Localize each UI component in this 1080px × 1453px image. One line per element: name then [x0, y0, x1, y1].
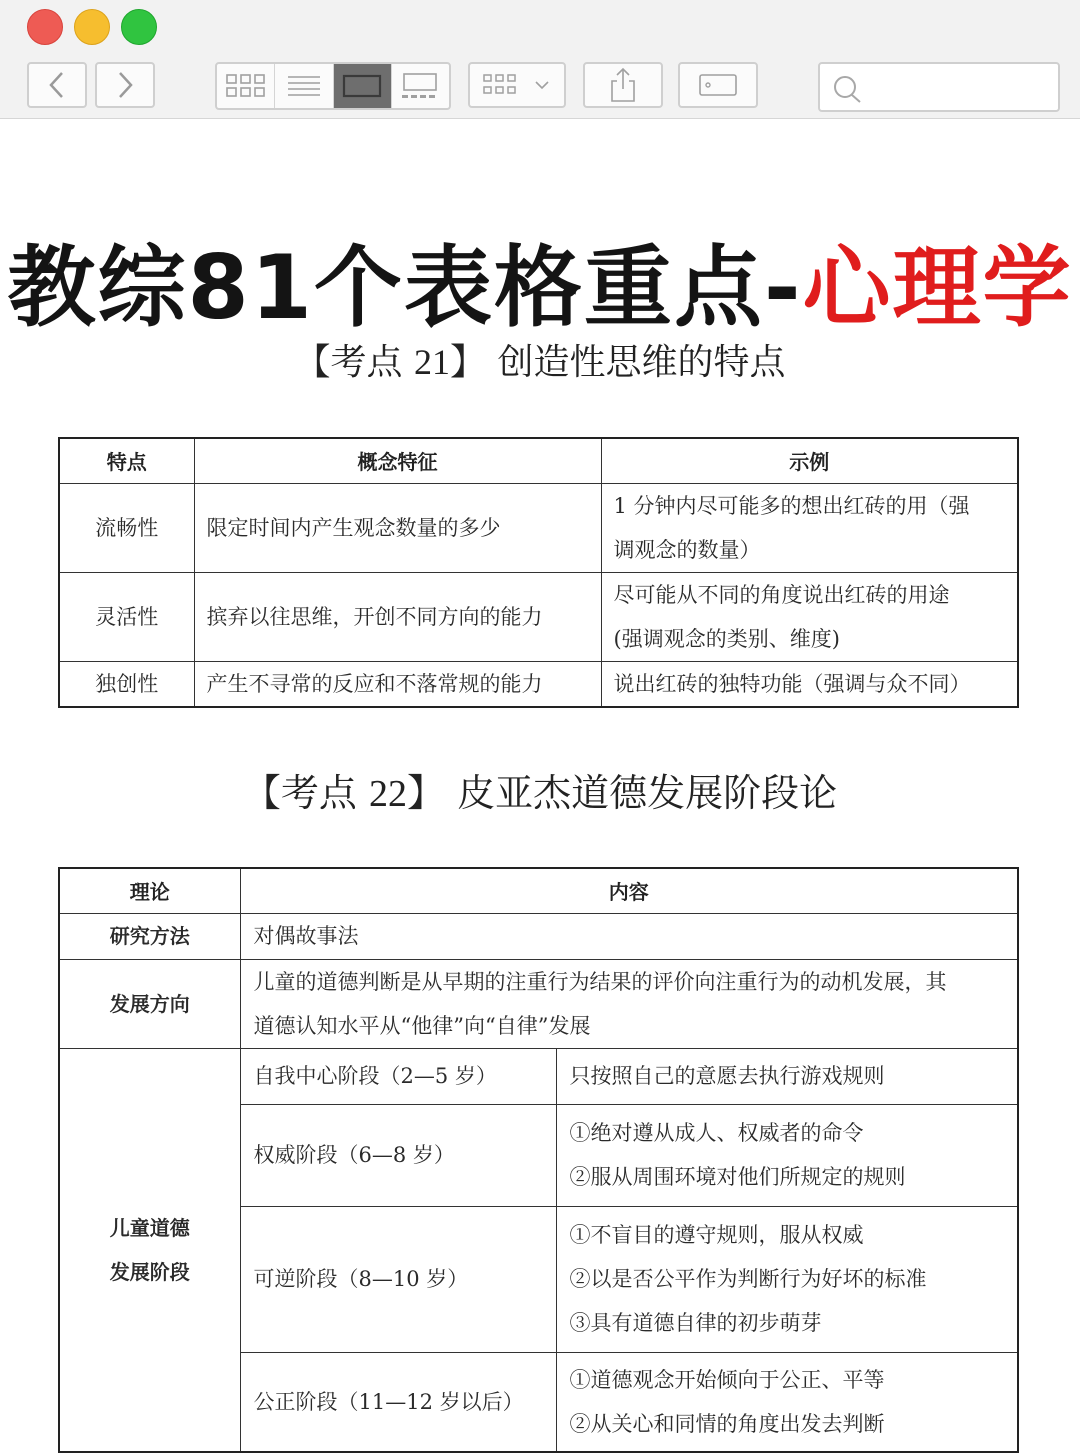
direction-line: 儿童的道德判断是从早期的注重行为结果的评价向注重行为的动机发展，其 [253, 969, 947, 994]
section-22-title [0, 762, 1080, 817]
example-cell [601, 483, 1018, 572]
example-line: (强调观念的类别、维度) [613, 626, 840, 651]
tag-icon [696, 71, 740, 99]
page-title [0, 218, 1080, 344]
concept-cell: 限定时间内产生观念数量的多少 [194, 483, 601, 572]
stage-desc [556, 1206, 1018, 1352]
back-button[interactable] [27, 62, 87, 108]
table-row [59, 572, 1018, 661]
chevron-left-icon [47, 70, 67, 100]
stage-desc [556, 1104, 1018, 1206]
section-21-title [0, 334, 1080, 385]
grid-icon [225, 73, 267, 99]
section-22-bracket-open: 【考点 [242, 771, 357, 815]
direction-value [240, 959, 1018, 1048]
table-row [59, 913, 1018, 959]
gallery-icon [400, 72, 440, 100]
close-window-button[interactable] [27, 9, 63, 45]
search-icon [832, 74, 864, 104]
list-view-button[interactable] [275, 64, 333, 108]
section-21-bracket-open: 【考点 [294, 342, 403, 383]
section-21-bracket-close: 】 [449, 342, 486, 383]
arrange-menu-button[interactable] [468, 62, 566, 108]
stage-label [59, 1048, 240, 1452]
stage-desc-line: ②以是否公平作为判断行为好坏的标准 [569, 1267, 927, 1291]
method-label: 研究方法 [59, 913, 240, 959]
zoom-window-button[interactable] [121, 9, 157, 45]
table-header-row [59, 868, 1018, 913]
chevron-right-icon [115, 70, 135, 100]
table-row [59, 661, 1018, 707]
example-line: 1 分钟内尽可能多的想出红砖的用（强 [613, 493, 970, 518]
stage-desc-line: ②服从周围环境对他们所规定的规则 [569, 1165, 906, 1189]
title-highlight-text: 心理学 [802, 236, 1073, 339]
stage-desc-line: ②从关心和同情的角度出发去判断 [569, 1411, 885, 1436]
forward-button[interactable] [95, 62, 155, 108]
stage-desc [556, 1048, 1018, 1104]
search-field[interactable] [818, 62, 1060, 112]
piaget-moral-table [58, 867, 1019, 1453]
header-concept: 概念特征 [194, 438, 601, 483]
section-22-number: 22 [368, 773, 407, 815]
section-22-bracket-close: 】 [406, 771, 445, 815]
stage-desc [556, 1352, 1018, 1452]
example-cell [601, 661, 1018, 707]
stage-name: 可逆阶段（8—10 岁） [240, 1206, 556, 1352]
table-header-row [59, 438, 1018, 483]
stage-label-line: 儿童道德 [109, 1215, 190, 1240]
view-mode-switcher [215, 62, 451, 110]
trait-cell: 灵活性 [59, 572, 194, 661]
example-line: 调观念的数量） [613, 537, 761, 562]
stage-name: 权威阶段（6—8 岁） [240, 1104, 556, 1206]
minimize-window-button[interactable] [74, 9, 110, 45]
trait-cell: 流畅性 [59, 483, 194, 572]
title-main-text: 教综81个表格重点- [7, 236, 803, 339]
stage-desc-line: ①绝对遵从成人、权威者的命令 [569, 1121, 864, 1145]
method-value: 对偶故事法 [240, 913, 1018, 959]
section-21-heading: 创造性思维的特点 [497, 342, 786, 383]
example-line: 说出红砖的独特功能（强调与众不同） [613, 671, 971, 696]
share-button[interactable] [583, 62, 663, 108]
concept-cell: 摈弃以往思维，开创不同方向的能力 [194, 572, 601, 661]
direction-label: 发展方向 [59, 959, 240, 1048]
stage-desc-line: ①不盲目的遵守规则，服从权威 [569, 1223, 864, 1247]
example-cell [601, 572, 1018, 661]
header-example: 示例 [601, 438, 1018, 483]
list-icon [287, 74, 321, 98]
section-21-number: 21 [413, 342, 450, 382]
arrange-grid-icon [482, 72, 552, 98]
stage-desc-line: ①道德观念开始倾向于公正、平等 [569, 1367, 885, 1392]
stage-desc-line: ③具有道德自律的初步萌芽 [569, 1311, 822, 1335]
header-theory: 理论 [59, 868, 240, 913]
window-toolbar [0, 0, 1080, 119]
stage-name: 自我中心阶段（2—5 岁） [240, 1048, 556, 1104]
creative-thinking-table [58, 437, 1019, 708]
table-row [59, 1048, 1018, 1104]
header-content: 内容 [240, 868, 1018, 913]
concept-cell: 产生不寻常的反应和不落常规的能力 [194, 661, 601, 707]
direction-line: 道德认知水平从“他律”向“自律”发展 [253, 1013, 591, 1038]
column-view-icon [342, 73, 382, 99]
stage-desc-line: 只按照自己的意愿去执行游戏规则 [569, 1064, 885, 1088]
header-trait: 特点 [59, 438, 194, 483]
stage-label-line: 发展阶段 [109, 1259, 190, 1284]
icon-view-button[interactable] [217, 64, 275, 108]
share-icon [608, 67, 638, 103]
tag-button[interactable] [678, 62, 758, 108]
stage-name: 公正阶段（11—12 岁以后） [240, 1352, 556, 1452]
gallery-view-button[interactable] [392, 64, 449, 108]
table-row [59, 483, 1018, 572]
example-line: 尽可能从不同的角度说出红砖的用途 [613, 582, 950, 607]
table-row [59, 959, 1018, 1048]
section-22-heading: 皮亚杰道德发展阶段论 [457, 771, 838, 815]
column-view-button[interactable] [334, 64, 392, 108]
trait-cell: 独创性 [59, 661, 194, 707]
